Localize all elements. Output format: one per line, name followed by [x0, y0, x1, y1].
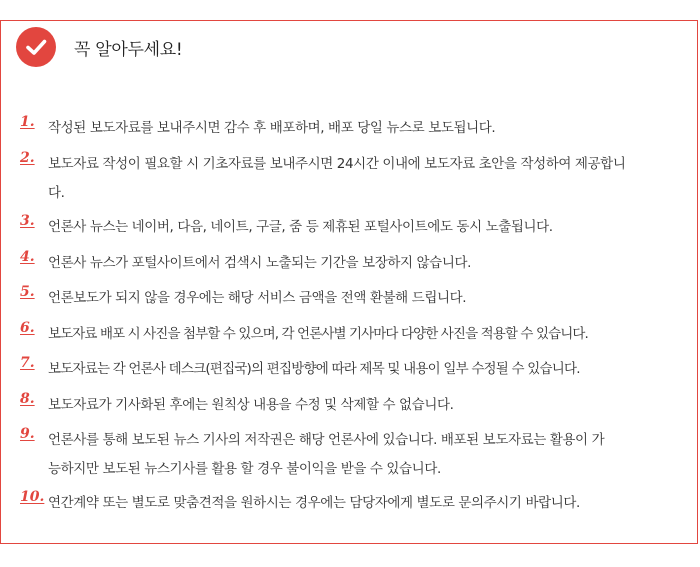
notice-header [16, 27, 182, 67]
list-item [20, 355, 690, 384]
item-text: 보도자료가 기사화된 후에는 원칙상 내용을 수정 및 삭제할 수 없습니다. [48, 397, 454, 413]
item-number: 7. [20, 355, 35, 371]
item-text: 보도자료는 각 언론사 데스크(편집국)의 편집방향에 따라 제목 및 내용이 일부 수정될 수 있습니다. [48, 361, 580, 377]
list-item [20, 426, 690, 484]
item-number: 5. [20, 284, 35, 300]
check-icon [16, 27, 56, 67]
list-item [20, 150, 690, 208]
item-text: 보도자료 배포 시 사진을 첨부할 수 있으며, 각 언론사별 기사마다 다양한 사진을 적용할 수 있습니다. [48, 326, 588, 342]
item-text: 언론사를 통해 보도된 뉴스 기사의 저작권은 해당 언론사에 있습니다. 배포된 보도자료는 활용이 가능하지만 보도된 뉴스기사를 활용 할 경우 불이익을 받을 수 있습니다. [48, 432, 605, 477]
item-text: 언론사 뉴스는 네이버, 다음, 네이트, 구글, 줌 등 제휴된 포털사이트에도 동시 노출됩니다. [48, 219, 553, 235]
notice-title: 꼭 알아두세요! [74, 39, 183, 60]
item-text: 언론사 뉴스가 포털사이트에서 검색시 노출되는 기간을 보장하지 않습니다. [48, 255, 472, 271]
item-number: 3. [20, 213, 35, 229]
list-item [20, 114, 690, 143]
list-item [20, 213, 690, 242]
item-number: 2. [20, 150, 35, 166]
item-number: 4. [20, 249, 35, 265]
item-text: 연간계약 또는 별도로 맞춤견적을 원하시는 경우에는 담당자에게 별도로 문의주시기 바랍니다. [48, 495, 580, 511]
item-number: 8. [20, 391, 35, 407]
item-text: 언론보도가 되지 않을 경우에는 해당 서비스 금액을 전액 환불해 드립니다. [48, 290, 467, 306]
list-item [20, 489, 690, 518]
list-item [20, 249, 690, 278]
list-item [20, 320, 690, 349]
item-number: 9. [20, 426, 35, 442]
item-text: 작성된 보도자료를 보내주시면 감수 후 배포하며, 배포 당일 뉴스로 보도됩니다. [48, 120, 496, 136]
item-number: 6. [20, 320, 35, 336]
item-text: 보도자료 작성이 필요할 시 기초자료를 보내주시면 24시간 이내에 보도자료 초안을 작성하여 제공합니다. [48, 156, 626, 201]
item-number: 10. [20, 489, 45, 505]
list-item [20, 391, 690, 420]
list-item [20, 284, 690, 313]
item-number: 1. [20, 114, 35, 130]
